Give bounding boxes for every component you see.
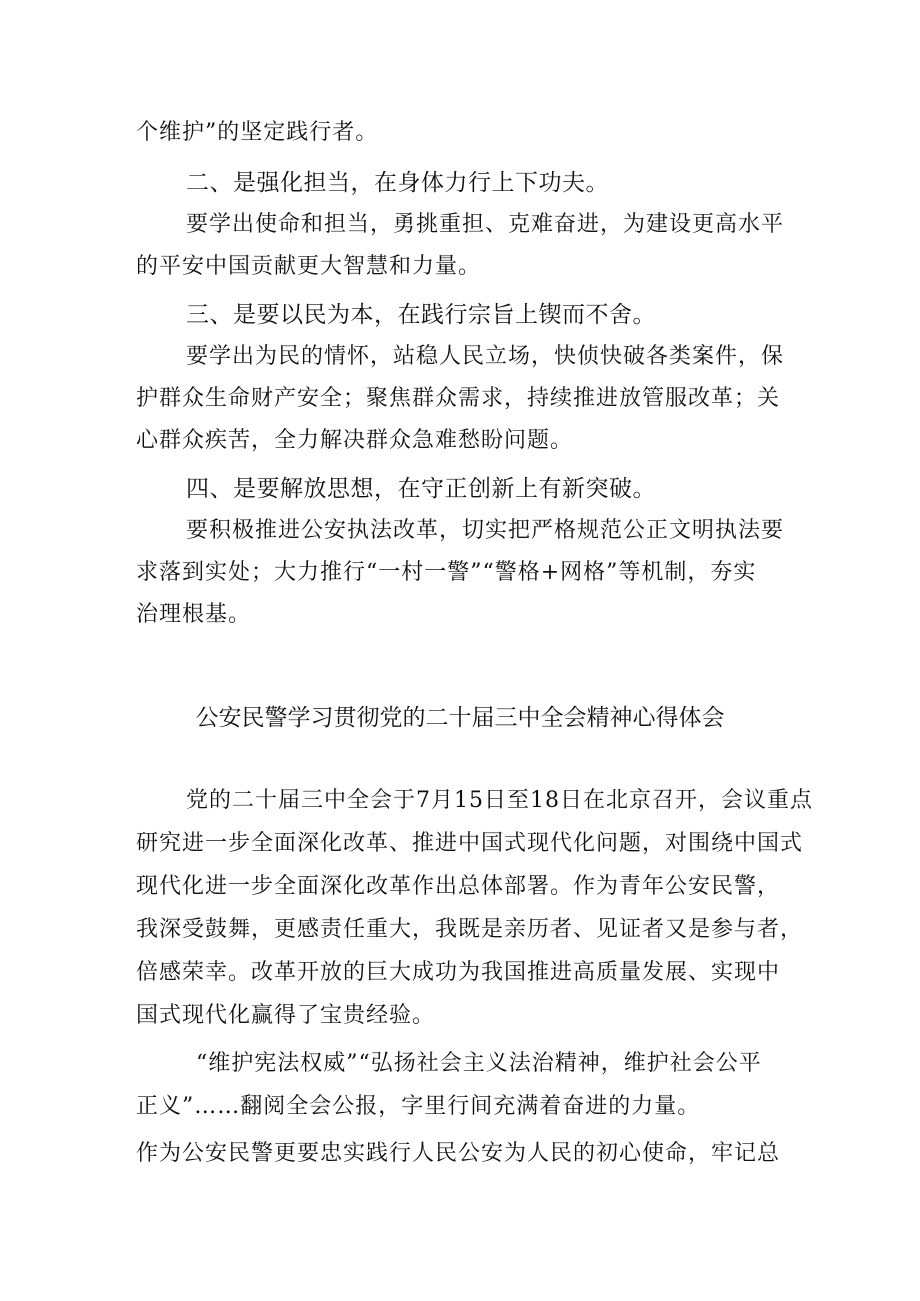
paragraph-line: 的平安中国贡献更大智慧和力量。 (136, 254, 482, 279)
paragraph-line: 求落到实处；大力推行“一村一警”“警格+网格”等机制，夯实 (136, 560, 757, 585)
section-heading-2: 二、是强化担当，在身体力行上下功夫。 (186, 170, 609, 196)
paragraph-line: 党的二十届三中全会于7月15日至18日在北京召开，会议重点 (186, 788, 813, 813)
paragraph-line: 现代化进一步全面深化改革作出总体部署。作为青年公安民警， (136, 874, 781, 899)
paragraph-line: 治理根基。 (136, 602, 252, 627)
section-heading-3: 三、是要以民为本，在践行宗旨上锲而不舍。 (186, 302, 656, 328)
paragraph-line: 要学出为民的情怀，站稳人民立场，快侦快破各类案件，保 (186, 344, 785, 369)
paragraph-line: 要积极推进公安执法改革，切实把严格规范公正文明执法要 (186, 518, 785, 543)
paragraph-line: 要学出使命和担当，勇挑重担、克难奋进，为建设更高水平 (186, 212, 785, 237)
paragraph-line: 我深受鼓舞，更感责任重大，我既是亲历者、见证者又是参与者， (136, 917, 804, 942)
paragraph-line: 作为公安民警更要忠实践行人民公安为人民的初心使命，牢记总 (136, 1141, 781, 1166)
article-title: 公安民警学习贯彻党的二十届三中全会精神心得体会 (195, 705, 725, 731)
paragraph-line: 护群众生命财产安全；聚焦群众需求，持续推进放管服改革；关 (136, 386, 781, 411)
paragraph-line: “维护宪法权威”“弘扬社会主义法治精神，维护社会公平 (196, 1051, 762, 1076)
paragraph-line: 正义”……翻阅全会公报，字里行间充满着奋进的力量。 (136, 1094, 701, 1119)
paragraph-line: 倍感荣幸。改革开放的巨大成功为我国推进高质量发展、实现中 (136, 960, 781, 985)
section-heading-4: 四、是要解放思想，在守正创新上有新突破。 (186, 476, 656, 502)
paragraph-line: 研究进一步全面深化改革、推进中国式现代化问题，对围绕中国式 (136, 831, 804, 856)
paragraph-line: 国式现代化赢得了宝贵经验。 (136, 1003, 436, 1028)
paragraph-line: 心群众疾苦，全力解决群众急难愁盼问题。 (136, 428, 574, 453)
paragraph-line: 个维护”的坚定践行者。 (136, 120, 379, 145)
